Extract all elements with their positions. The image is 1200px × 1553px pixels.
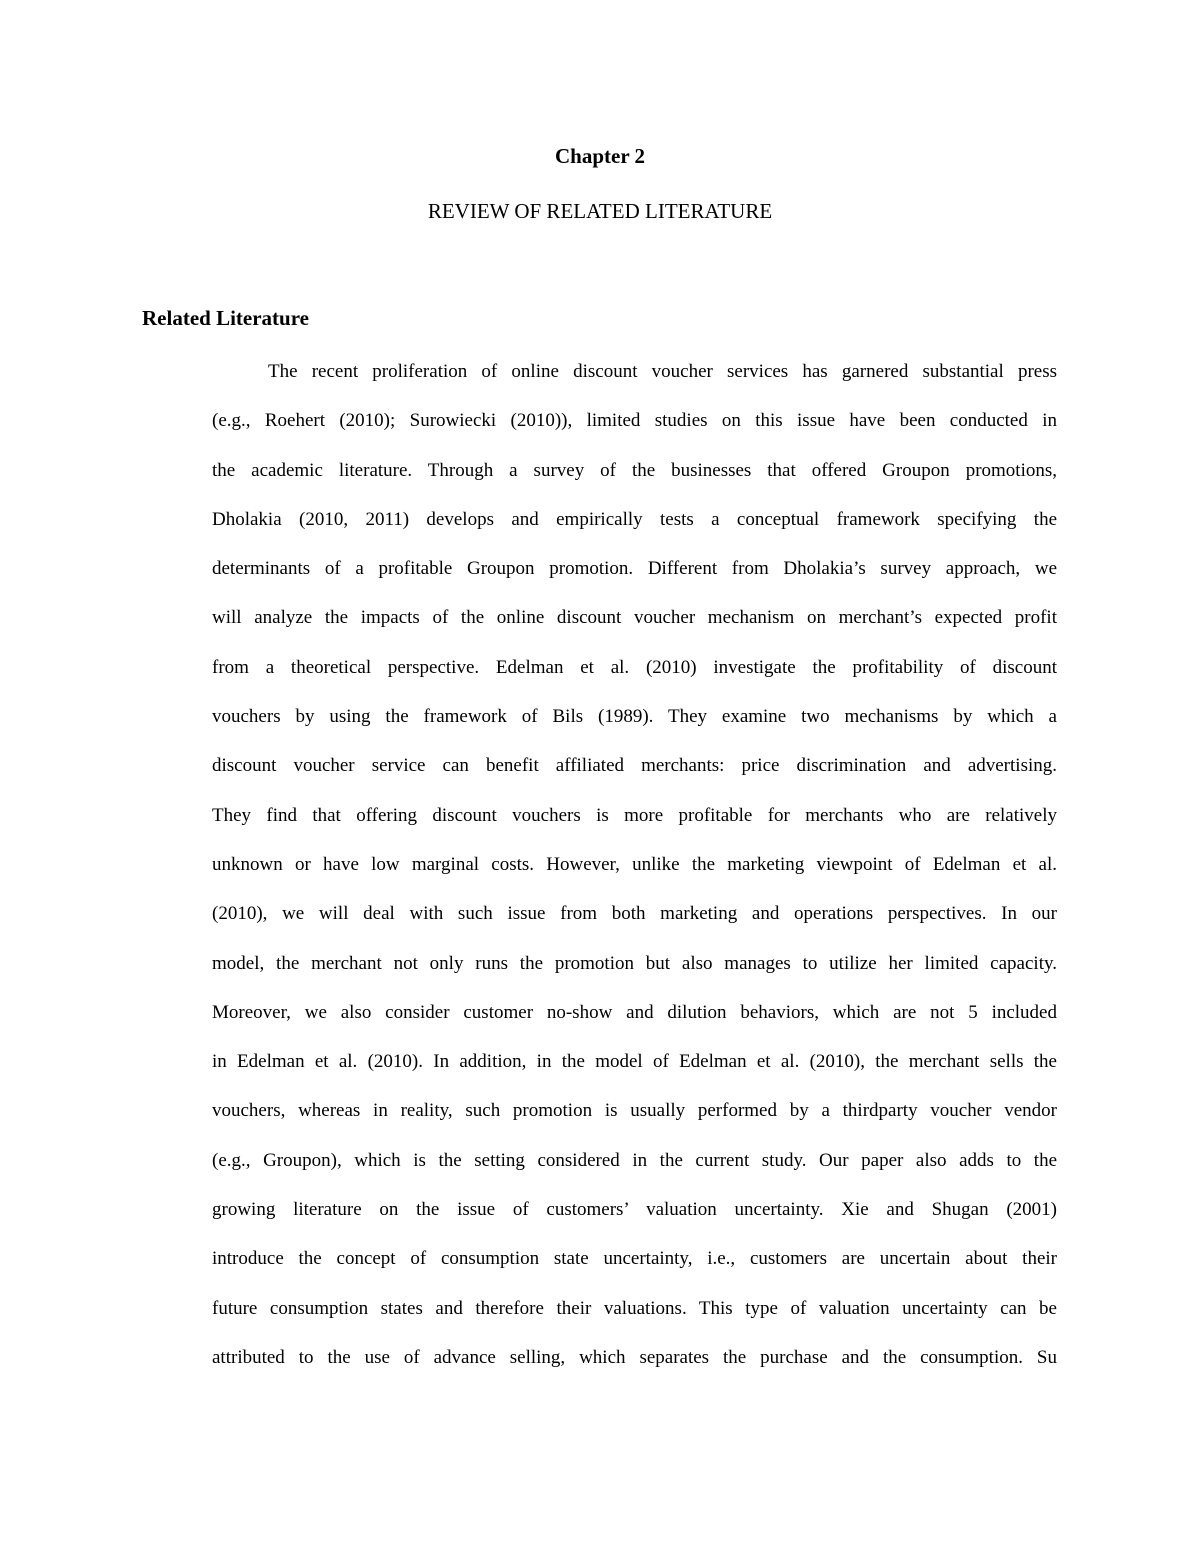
- paragraph-line: determinants of a profitable Groupon promotion. Different from Dholakia’s survey approach, we: [212, 558, 1057, 580]
- paragraph-line: vouchers by using the framework of Bils (1989). They examine two mechanisms by which a: [212, 706, 1057, 728]
- paragraph-line: They find that offering discount vouchers is more profitable for merchants who are relatively: [212, 804, 1057, 826]
- chapter-number: Chapter 2: [554, 144, 646, 168]
- paragraph-line: will analyze the impacts of the online discount voucher mechanism on merchant’s expected profit: [212, 607, 1057, 629]
- section-heading: Related Literature: [142, 306, 309, 330]
- paragraph-line: model, the merchant not only runs the promotion but also manages to utilize her limited capacity.: [212, 952, 1057, 974]
- paragraph-line: unknown or have low marginal costs. However, unlike the marketing viewpoint of Edelman et al.: [212, 853, 1057, 875]
- paragraph-line: The recent proliferation of online discount voucher services has garnered substantial press: [268, 361, 1057, 382]
- body-paragraph: [212, 357, 1057, 1392]
- chapter-title: REVIEW OF RELATED LITERATURE: [427, 199, 773, 223]
- paragraph-line: the academic literature. Through a survey of the businesses that offered Groupon promotions,: [212, 459, 1057, 481]
- paragraph-line: vouchers, whereas in reality, such promotion is usually performed by a thirdparty voucher vendor: [212, 1100, 1057, 1122]
- paragraph-line: future consumption states and therefore their valuations. This type of valuation uncertainty can be: [212, 1297, 1057, 1319]
- paragraph-line: (e.g., Roehert (2010); Surowiecki (2010)), limited studies on this issue have been conducted in: [212, 410, 1057, 432]
- paragraph-line: Moreover, we also consider customer no-show and dilution behaviors, which are not 5 included: [212, 1001, 1057, 1023]
- paragraph-line: from a theoretical perspective. Edelman et al. (2010) investigate the profitability of discount: [212, 656, 1057, 678]
- paragraph-line: Dholakia (2010, 2011) develops and empirically tests a conceptual framework specifying the: [212, 508, 1057, 530]
- paragraph-line: discount voucher service can benefit affiliated merchants: price discrimination and advertising.: [212, 755, 1057, 777]
- paragraph-line: introduce the concept of consumption state uncertainty, i.e., customers are uncertain about their: [212, 1248, 1057, 1270]
- paragraph-line: attributed to the use of advance selling, which separates the purchase and the consumption. Su: [212, 1346, 1057, 1368]
- paragraph-line: (2010), we will deal with such issue from both marketing and operations perspectives. In our: [212, 903, 1057, 925]
- paragraph-line: in Edelman et al. (2010). In addition, in the model of Edelman et al. (2010), the merchant sells the: [212, 1051, 1057, 1073]
- paragraph-line: growing literature on the issue of customers’ valuation uncertainty. Xie and Shugan (2001): [212, 1199, 1057, 1221]
- paragraph-line: (e.g., Groupon), which is the setting considered in the current study. Our paper also adds to the: [212, 1149, 1057, 1171]
